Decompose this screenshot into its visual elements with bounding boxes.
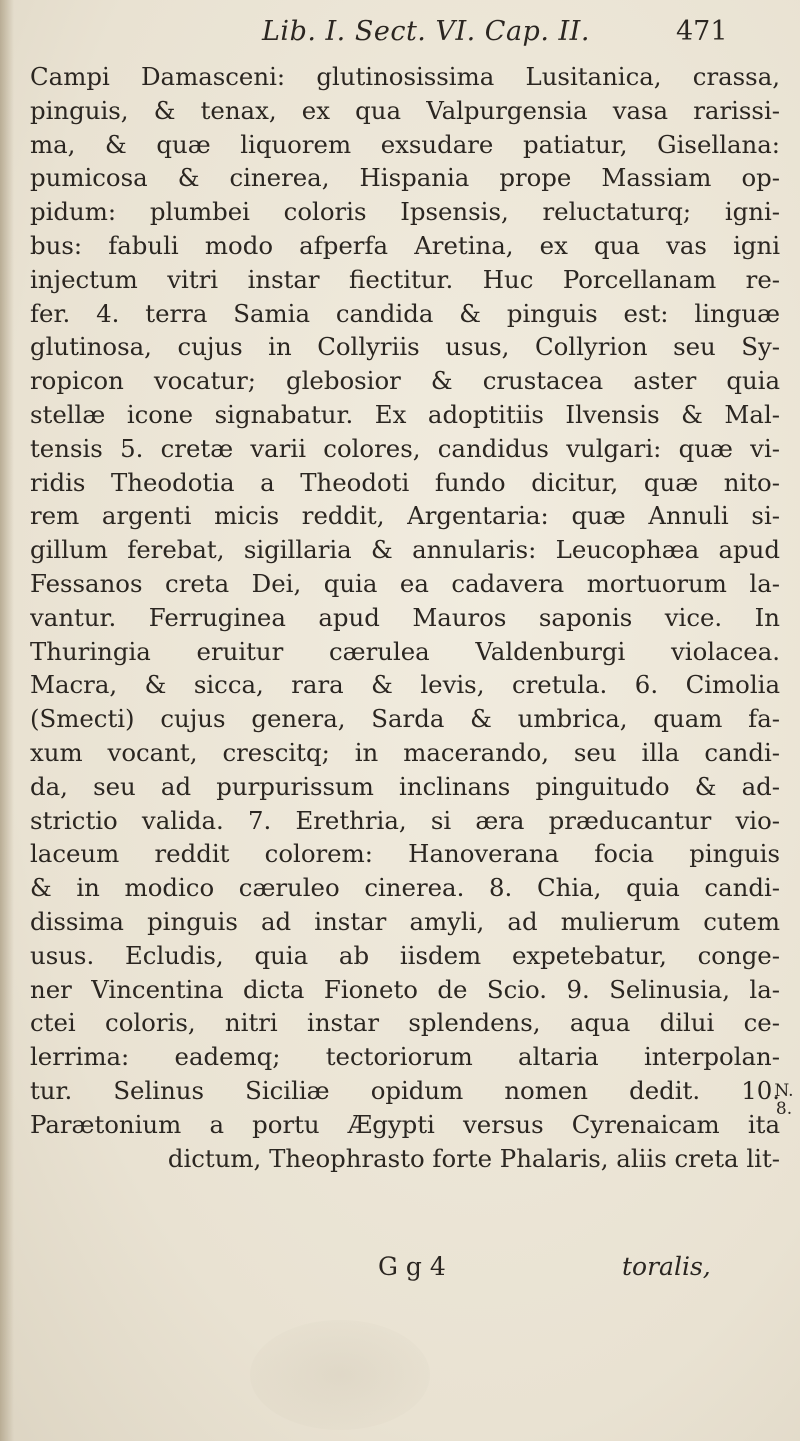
- text-line: pumicosa & cinerea, Hispania prope Massiam op-: [30, 163, 780, 193]
- text-line: ma, & quæ liquorem exsudare patiatur, Gisellana:: [30, 129, 780, 159]
- margin-note-line: 8.: [775, 1099, 793, 1119]
- text-line: usus. Ecludis, quia ab iisdem expetebatur, conge-: [30, 940, 780, 970]
- text-line: dictum, Theophrasto forte Phalaris, aliis creta lit-: [167, 1143, 780, 1173]
- text-line: fer. 4. terra Samia candida & pinguis est: linguæ: [30, 298, 780, 328]
- text-line: vantur. Ferruginea apud Mauros saponis vice. In: [30, 602, 780, 632]
- text-line: ner Vincentina dicta Fioneto de Scio. 9. Selinusia, la-: [30, 974, 780, 1004]
- text-line: tur. Selinus Siciliæ opidum nomen dedit. 10.: [30, 1075, 780, 1105]
- text-line: & in modico cæruleo cinerea. 8. Chia, quia candi-: [30, 873, 780, 903]
- catchword: toralis,: [622, 1252, 711, 1281]
- text-line: laceum reddit colorem: Hanoverana focia pinguis: [30, 839, 780, 869]
- text-line: stellæ icone signabatur. Ex adoptitiis Ilvensis & Mal-: [30, 399, 780, 429]
- text-line: Fessanos creta Dei, quia ea cadavera mortuorum la-: [30, 568, 780, 598]
- text-line: Campi Damasceni: glutinosissima Lusitanica, crassa,: [30, 62, 780, 91]
- text-line: bus: fabuli modo afperfa Aretina, ex qua vas igni: [30, 230, 780, 260]
- text-line: injectum vitri instar fiectitur. Huc Porcellanam re-: [30, 264, 780, 294]
- text-line: (Smecti) cujus genera, Sarda & umbrica, quam fa-: [30, 704, 780, 734]
- text-line: pidum: plumbei coloris Ipsensis, reluctaturq; igni-: [30, 197, 780, 227]
- running-head: Lib. I. Sect. VI. Cap. II.: [262, 16, 590, 47]
- page-number: 471: [676, 16, 728, 47]
- text-line: Macra, & sicca, rara & levis, cretula. 6. Cimolia: [30, 670, 780, 700]
- page-footer: [0, 1252, 800, 1288]
- text-line: rem argenti micis reddit, Argentaria: quæ Annuli si-: [30, 501, 780, 531]
- text-line: da, seu ad purpurissum inclinans pinguitudo & ad-: [30, 771, 780, 801]
- text-line: ropicon vocatur; glebosior & crustacea aster quia: [30, 366, 780, 396]
- text-line: ctei coloris, nitri instar splendens, aqua dilui ce-: [30, 1008, 780, 1038]
- signature-mark: G g 4: [378, 1252, 446, 1281]
- text-line: dissima pinguis ad instar amyli, ad mulierum cutem: [30, 906, 780, 936]
- text-line: tensis 5. cretæ varii colores, candidus vulgari: quæ vi-: [30, 433, 780, 463]
- page-header: [0, 12, 800, 54]
- text-line: xum vocant, crescitq; in macerando, seu illa candi-: [30, 737, 780, 767]
- text-line: strictio valida. 7. Erethria, si æra præducantur vio-: [30, 805, 780, 835]
- text-line: Parætonium a portu Ægypti versus Cyrenaicam ita: [30, 1109, 780, 1139]
- body-text: [30, 60, 780, 1175]
- page-gutter-shadow: [0, 0, 14, 1441]
- text-line: lerrima: eademq; tectoriorum altaria interpolan-: [30, 1042, 780, 1072]
- text-line: glutinosa, cujus in Collyriis usus, Collyrion seu Sy-: [30, 332, 780, 362]
- text-line: Thuringia eruitur cærulea Valdenburgi violacea.: [30, 636, 780, 666]
- margin-note-line: N.: [774, 1081, 794, 1101]
- margin-note: [772, 1082, 796, 1118]
- text-line: gillum ferebat, sigillaria & annularis: Leucophæa apud: [30, 535, 780, 565]
- paper-stain: [250, 1320, 430, 1430]
- text-line: pinguis, & tenax, ex qua Valpurgensia vasa rarissi-: [30, 95, 780, 125]
- text-line: ridis Theodotia a Theodoti fundo dicitur, quæ nito-: [30, 467, 780, 497]
